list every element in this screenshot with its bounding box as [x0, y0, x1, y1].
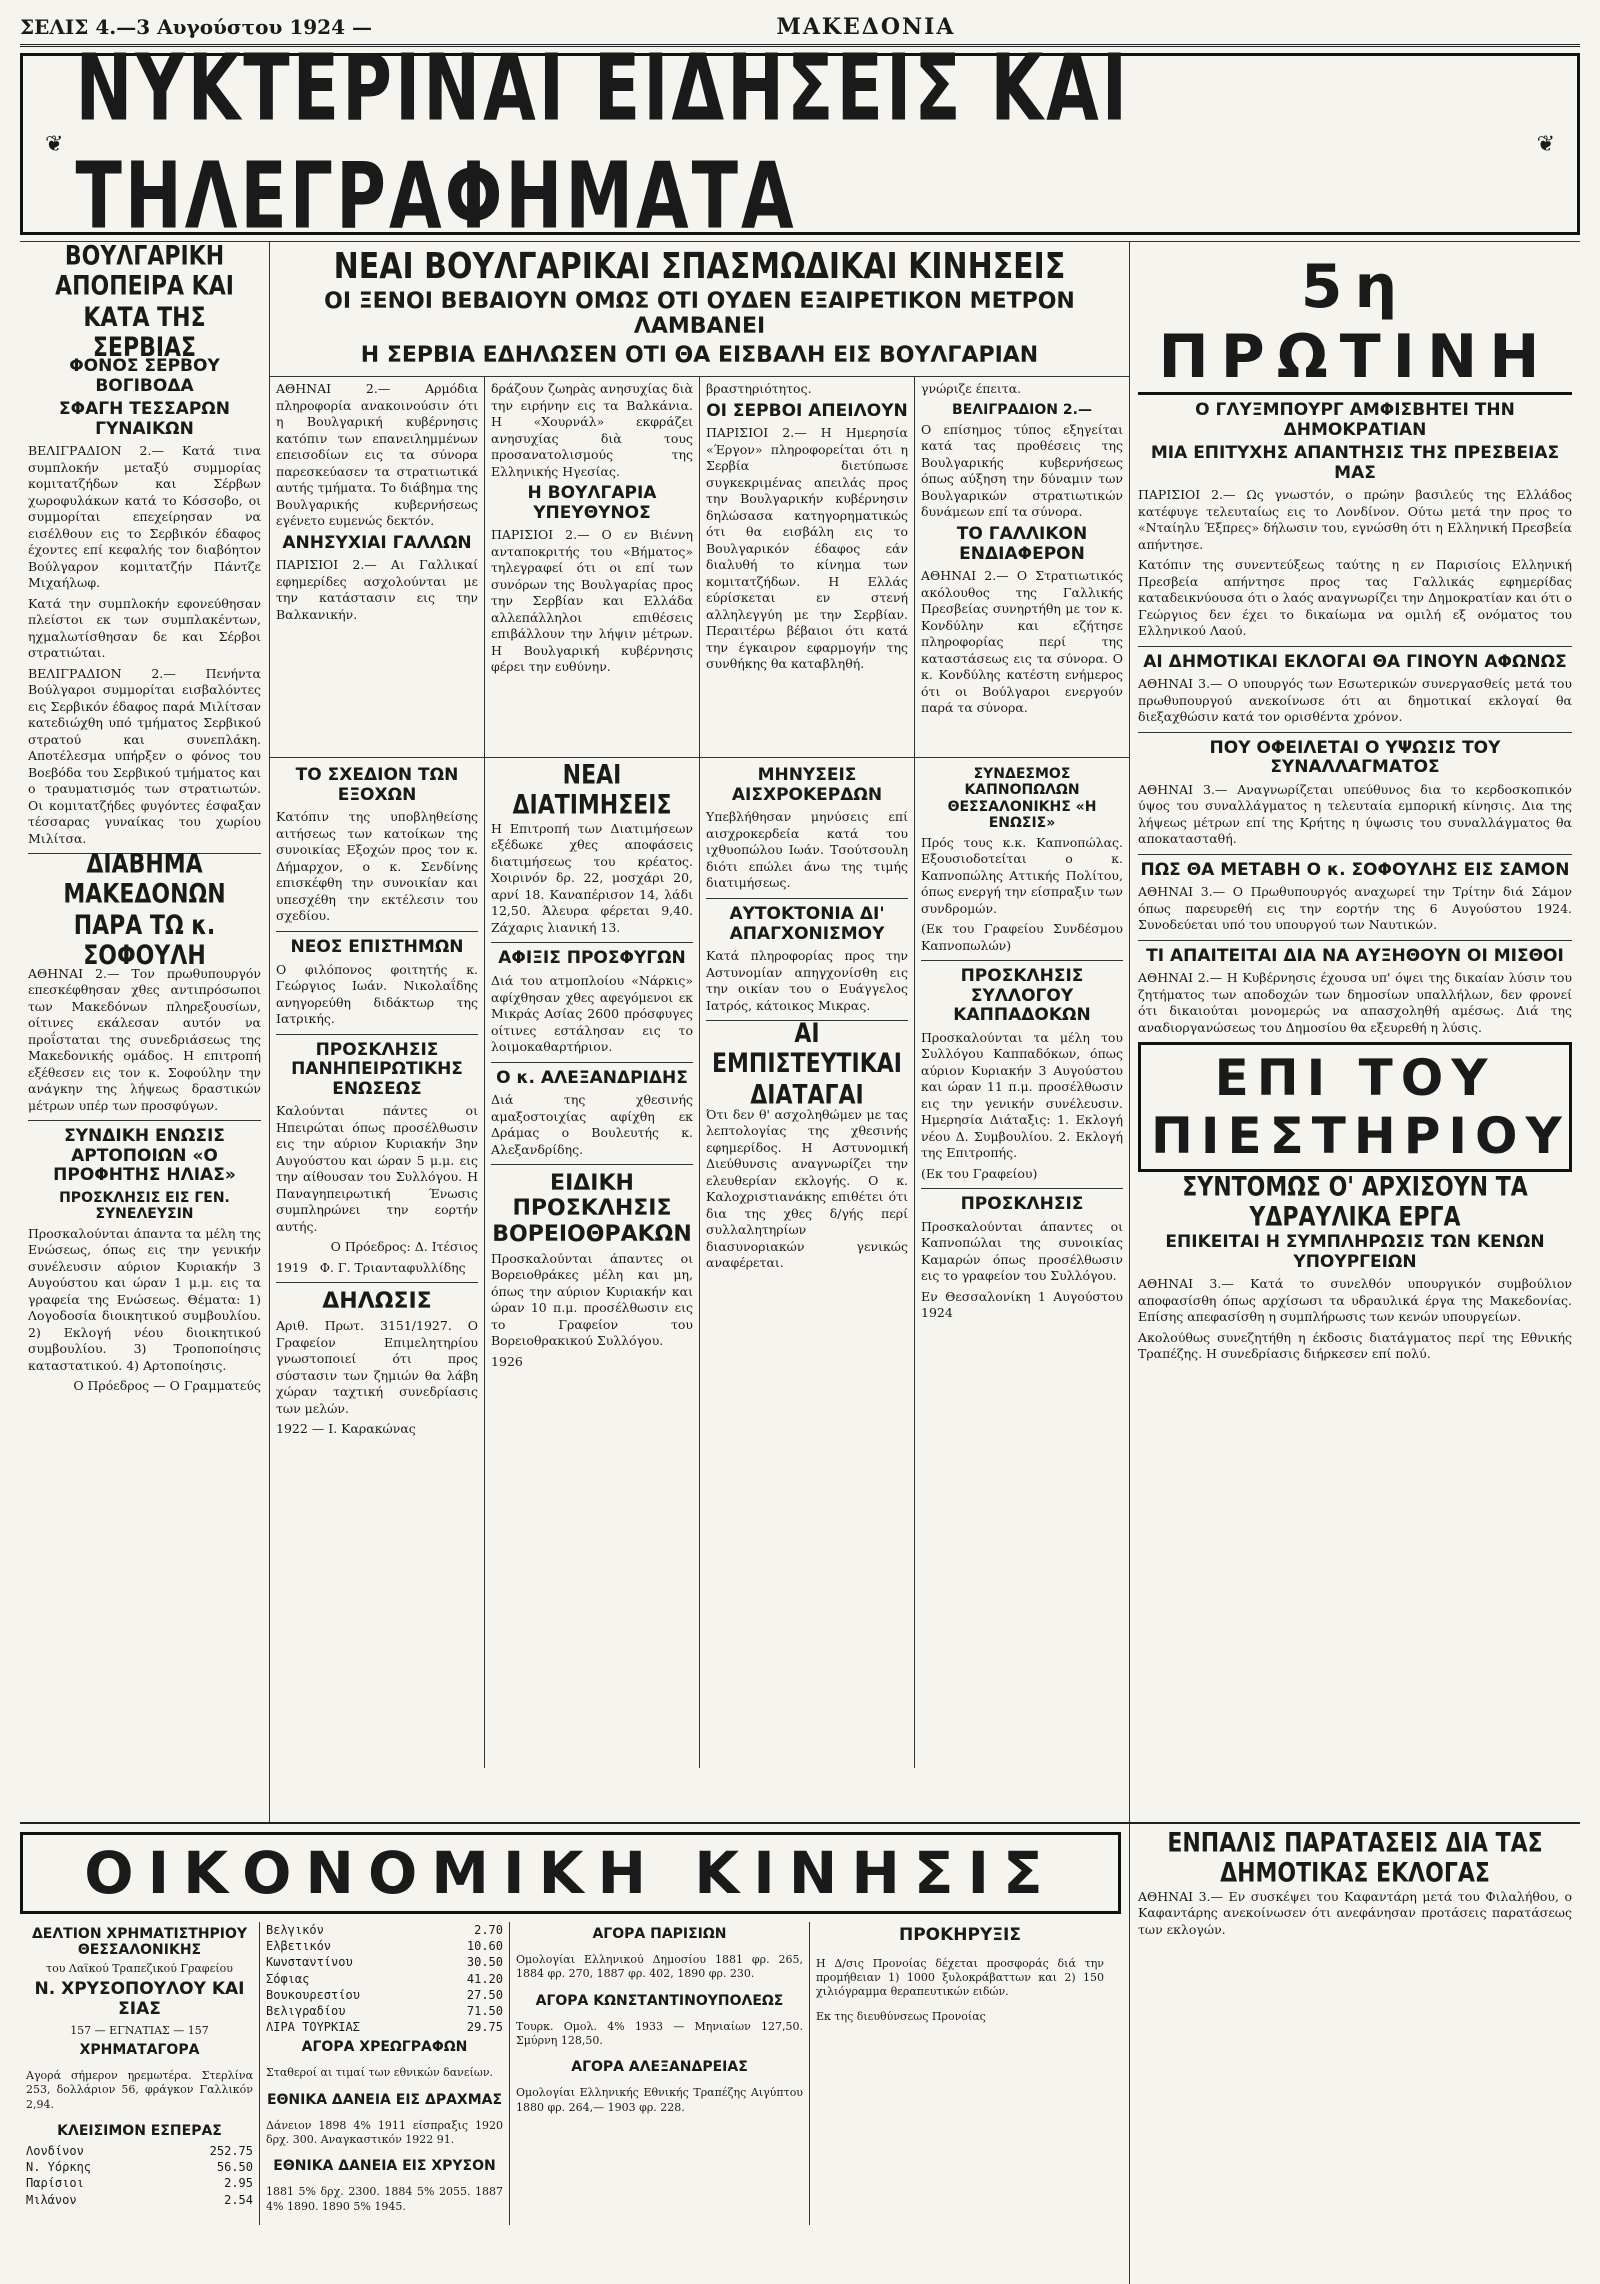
- article-headline: ΠΩΣ ΘΑ ΜΕΤΑΒΗ Ο κ. ΣΟΦΟΥΛΗΣ ΕΙΣ ΣΑΜΟΝ: [1140, 859, 1570, 880]
- article-text: ΑΘΗΝΑΙ 3.— Αναγνωρίζεται υπεύθυνος δια το κερδοσκοπικόν ύψος του συναλλάγματος η τελευταία εμπορική κίνησις. Δια της λήψεως μέτρων επί της Κρήτης η ύψωσις του συναλλάγματος θα αποκατασταθή.: [1138, 781, 1572, 847]
- article-headline: ΣΥΝΤΟΜΩΣ Ο' ΑΡΧΙΣΟΥΝ ΤΑ ΥΔΡΑΥΛΙΚΑ ΕΡΓΑ: [1182, 1173, 1528, 1234]
- article-text: Ότι δεν θ' ασχοληθώμεν με τας λεπτολογίας της χθεσινής εφημερίδος. Η Αστυνομική Διεύθυνσις αναγνωρίζει την ελευθερίαν εκλογής. Ο κ. Καλοχριστιανάκης επιθέτει ότι δια της χθες δ/γής περί συλλαλητηρίων διασυνοριακών γενικώς αναφέρεται.: [706, 1106, 908, 1271]
- article-headline: ΕΙΔΙΚΗ ΠΡΟΣΚΛΗΣΙΣ ΒΟΡΕΙΟΘΡΑΚΩΝ: [492, 1171, 692, 1247]
- rate-value: 30.50: [466, 1955, 503, 1970]
- signature: Ο Πρόεδρος — Ο Γραμματεύς: [73, 1378, 261, 1394]
- signature: (Εκ του Γραφείου): [921, 1165, 1038, 1181]
- article-headline: ΝΕΑΙ ΔΙΑΤΙΜΗΣΕΙΣ: [512, 761, 672, 822]
- article-headline: ΑΝΗΣΥΧΙΑΙ ΓΑΛΛΩΝ: [282, 532, 472, 553]
- signature: Ο Πρόεδρος: Δ. Ιτέσιος: [330, 1239, 478, 1255]
- section-heading: ΧΡΗΜΑΤΑΓΟΡΑ: [79, 2041, 200, 2058]
- econ-col-4: [810, 1922, 1110, 2225]
- article-text: Πρός τους κ.κ. Καπνοπώλας. Εξουσιοδοτείται ο κ. Καπνοπώλης Αττικής Πολίτου, όπως ενεργή την είσπραξιν των συνδρομών.: [921, 834, 1123, 916]
- left-column: [20, 242, 270, 1822]
- section-heading: ΠΡΟΚΗΡΥΞΙΣ: [899, 1925, 1021, 1945]
- article-subheadline: ΣΦΑΓΗ ΤΕΣΣΑΡΩΝ ΓΥΝΑΙΚΩΝ: [59, 399, 230, 439]
- center-col-1: [270, 377, 485, 757]
- rate-label: Βουκουρεστίου: [266, 1987, 360, 2002]
- signature: Εν Θεσσαλονίκη 1 Αυγούστου 1924: [921, 1288, 1123, 1321]
- rate-label: Ν. Υόρκης: [26, 2160, 92, 2175]
- article-headline: ΝΕΟΣ ΕΠΙΣΤΗΜΩΝ: [290, 936, 464, 957]
- article-subheadline: ΦΟΝΟΣ ΣΕΡΒΟΥ ΒΟΓΙΒΟΔΑ: [69, 356, 220, 396]
- fx-rates: [266, 1922, 503, 2035]
- rate-row: [26, 2192, 253, 2208]
- article-headline: ΠΡΟΣΚΛΗΣΙΣ: [960, 1194, 1084, 1215]
- rate-value: 252.75: [209, 2143, 253, 2158]
- article-headline: ΑΦΙΞΙΣ ΠΡΟΣΦΥΓΩΝ: [498, 948, 686, 969]
- article-text: Κατά την συμπλοκήν εφονεύθησαν πλείστοι εκ των συμπλακέντων, ηχμαλωτίσθησαν δε και Σέρβοι στρατιώται.: [28, 595, 261, 661]
- ornament-icon: ❦: [45, 131, 64, 157]
- economic-banner: ΟΙΚΟΝΟΜΙΚΗ ΚΙΝΗΣΙΣ: [20, 1832, 1121, 1914]
- right-column: [1130, 242, 1580, 1822]
- mid-col-3: [700, 758, 915, 1768]
- rate-row: [266, 1938, 503, 1954]
- rate-row: [26, 2159, 253, 2175]
- article-headline: ΒΕΛΙΓΡΑΔΙΟΝ 2.—: [952, 401, 1092, 418]
- article-text: Ομολογίαι Ελληνικής Εθνικής Τραπέζης Αιγύπτου 1880 φρ. 264,— 1903 φρ. 228.: [516, 2086, 803, 2114]
- rate-row: [26, 2175, 253, 2191]
- paper-name: ΜΑΚΕΔΟΝΙΑ: [776, 14, 956, 40]
- article-text: Προσκαλούνται άπαντες οι Βορειοθράκες μέλη και μη, όπως την αύριον Κυριακήν και ώραν 10 π.μ. προσέλθωσιν εις το Γραφείον του Βορειοθρακικού Συλλόγου.: [491, 1250, 693, 1349]
- article-text: Ομολογίαι Ελληνικού Δημοσίου 1881 φρ. 265, 1884 φρ. 270, 1887 φρ. 402, 1890 φρ. 230.: [516, 1953, 803, 1981]
- signature: [276, 1260, 478, 1277]
- section-heading: ΕΘΝΙΚΑ ΔΑΝΕΙΑ ΕΙΣ ΧΡΥΣΟΝ: [273, 2158, 496, 2175]
- ornament-icon: ❦: [1536, 131, 1555, 157]
- article-headline: Η ΒΟΥΛΓΑΡΙΑ ΥΠΕΥΘΥΝΟΣ: [527, 483, 657, 523]
- center-col-3: [700, 377, 915, 757]
- rate-value: 2.70: [474, 1923, 503, 1937]
- article-headline: ΑΥΤΟΚΤΟΝΙΑ ΔΙ' ΑΠΑΓΧΟΝΙΣΜΟΥ: [729, 903, 885, 944]
- bank-address: 157 — ΕΓΝΑΤΙΑΣ — 157: [70, 2023, 209, 2037]
- section-heading: ΚΛΕΙΣΙΜΟΝ ΕΣΠΕΡΑΣ: [57, 2122, 222, 2139]
- rate-label: Λονδίνον: [26, 2143, 84, 2158]
- bank-sub: του Λαϊκού Τραπεζικού Γραφείου: [46, 1962, 233, 1976]
- article-text: ΑΘΗΝΑΙ 3.— Κατά το συνελθόν υπουργικόν συμβούλιον αποφασίσθη όπως αρχίσωσι τα υδραυλικά έργα της Μακεδονίας. Επίσης απεφασίσθη η συμπλήρωσις των κενών υπουργείων.: [1138, 1276, 1572, 1325]
- right-bottom: [1130, 1824, 1580, 2284]
- article-text: ΠΑΡΙΣΙΟΙ 2.— Αι Γαλλικαί εφημερίδες ασχολούνται με την κατάστασιν εις την Βαλκανικήν.: [276, 557, 478, 622]
- rate-label: Σόφιας: [266, 1971, 310, 1986]
- article-text: ΒΕΛΙΓΡΑΔΙΟΝ 2.— Κατά τινα συμπλοκήν μεταξύ συμμορίας κομιτατζήδων και Σέρβων χωροφυλάκων κατά το Κόσσοβο, οι συμμορίται επεχείρησαν να εισέλθουν εις το Σερβικόν έδαφος έχοντες επί κεφαλής τον διαβόητον Βούλγαρον κομιτατζήν Πάντζε Μιχαήλωφ.: [28, 443, 261, 591]
- article-text: Ακολούθως συνεζητήθη η έκδοσις διατάγματος περί της Εθνικής Τραπέζης. Η συνεδρίασις διήρκεσεν επί πολύ.: [1138, 1329, 1572, 1362]
- article-text: Κατά πληροφορίας προς την Αστυνομίαν απηγχονίσθη εις την οικίαν του ο Ευάγγελος Ιατρός, κάτοικος Μικρας.: [706, 948, 908, 1013]
- mid-col-1: [270, 758, 485, 1768]
- article-text: Η Επιτροπή των Διατιμήσεων εξέδωκε χθες αποφάσεις διατιμήσεως του κρέατος. Χοιρινόν δρ. 22, μοσχάρι 20, αρνί 18. Καναπέρισον 14, λάδι 12,50. Άλευρα φέρεται 9,40. Ζάχαρις λιανική 13.: [491, 820, 693, 935]
- article-text: γνώριζε έπειτα.: [921, 381, 1022, 397]
- article-text: ΠΑΡΙΣΙΟΙ 2.— Η Ημερησία «Έργον» πληροφορείται ότι η Σερβία διετύπωσε συγκεκριμένας απειλάς προς την Βουλγαρικήν κυβέρνησιν δηλώσασα κατηγορηματικώς ότι θα εισβάλη εις το Βουλγαρικόν έδαφος εάν διαλυθή το κίνημα των κομιτατζήδων. Η Ελλάς εύρίσκεται εν στενή αλληλεγγύη με την Σερβίαν. Περαιτέρω βέβαιοι ότι κατά την έγκαιρον εφαρμογήν της συνθήκης θα καταβληθή.: [706, 425, 908, 672]
- article-text: Προσκαλούνται τα μέλη του Συλλόγου Καππαδόκων, όπως αύριον Κυριακήν 3 Αυγούστου και ώραν 11 π.μ. προσέλθωσιν εις την γενικήν συνέλευσιν. Ημερησία Διάταξις: 1. Εκλογή νέου Δ. Συμβουλίου. 2. Εκλογή της Επιτροπής.: [921, 1029, 1123, 1161]
- article-text: ΒΕΛΙΓΡΑΔΙΟΝ 2.— Πενήντα Βούλγαροι συμμορίται εισβαλόντες εις Σερβικόν έδαφος παρά Μιλίτσαν κατεδιώχθη υπό τμήματος Σερβικού στρατού και συνεπλάκη. Αποτέλεσμα υπήρξεν ο φόνος του Βοεβόδα του Σερβικού τμήματος και ο τραυματισμός των στρατιωτών. Οι κομιτατζήδες φυγόντες έσφαξαν τέσσαρας γυναίκας του χωρίου Μιλίτσα.: [28, 665, 261, 846]
- article-headline: Ο ΓΛΥΞΜΠΟΥΡΓ ΑΜΦΙΣΒΗΤΕΙ ΤΗΝ ΔΗΜΟΚΡΑΤΙΑΝ: [1195, 400, 1515, 440]
- rate-value: 41.20: [466, 1971, 503, 1986]
- year: 1926: [491, 1353, 523, 1369]
- article-text: ΑΘΗΝΑΙ 2.— Αρμόδια πληροφορία ανακοινούσιν ότι η Βουλγαρική κυβέρνησις κατόπιν των επανειλημμένων επεισοδίων εις τα σύνορα παρεσκεύασεν τα στρατιωτικά αυτής τμήματα. Το διάβημα της Βουλγαρικής κυβερνήσεως εγένετο ευμενώς δεκτόν.: [276, 381, 478, 529]
- rate-row: [266, 1922, 503, 1938]
- article-text: Δάνειον 1898 4% 1911 είσπραξις 1920 δρχ. 300. Αναγκαστικόν 1922 91.: [266, 2118, 503, 2147]
- section-heading: ΕΘΝΙΚΑ ΔΑΝΕΙΑ ΕΙΣ ΔΡΑΧΜΑΣ: [266, 2091, 503, 2108]
- econ-col-3: [510, 1922, 810, 2225]
- econ-col-2: [260, 1922, 510, 2225]
- article-headline: ΒΟΥΛΓΑΡΙΚΗ ΑΠΟΠΕΙΡΑ ΚΑΙ ΚΑΤΑ ΤΗΣ ΣΕΡΒΙΑΣ: [55, 242, 234, 363]
- article-headline: ΠΟΥ ΟΦΕΙΛΕΤΑΙ Ο ΥΨΩΣΙΣ ΤΟΥ ΣΥΝΑΛΛΑΓΜΑΤΟΣ: [1209, 737, 1501, 778]
- article-text: Υπεβλήθησαν μηνύσεις επί αισχροκερδεία κατά του ιχθυοπώλου Ιωάν. Τσούτσουλη διότι επώλει άνω της τιμής διατιμήσεως.: [706, 809, 908, 891]
- article-headline: ΔΗΛΩΣΙΣ: [322, 1289, 432, 1315]
- section-heading: ΑΓΟΡΑ ΑΛΕΞΑΝΔΡΕΙΑΣ: [571, 2059, 748, 2076]
- rate-value: 10.60: [466, 1939, 503, 1954]
- article-headline: ΠΡΟΣΚΛΗΣΙΣ ΣΥΛΛΟΓΟΥ ΚΑΠΠΑΔΟΚΩΝ: [953, 966, 1091, 1026]
- rate-value: 2.54: [224, 2192, 253, 2207]
- rate-row: [266, 2003, 503, 2019]
- article-text: ΠΑΡΙΣΙΟΙ 2.— Ως γνωστόν, ο πρώην βασιλεύς της Ελλάδος κατέφυγε τελευταίως εις το Λονδίνον. Ούτω μετά την προς το «Νταίηλυ Έξπρες» δήλωσιν του, εγνώσθη ότι η Ελληνική Πρεσβεία απήντησε.: [1138, 487, 1572, 552]
- article-headline: ΜΗΝΥΣΕΙΣ ΑΙΣΧΡΟΚΕΡΔΩΝ: [731, 765, 883, 805]
- rate-value: 56.50: [216, 2160, 253, 2175]
- article-text: Τουρκ. Ομολ. 4% 1933 — Μηνιαίων 127,50. Σμύρνη 128,50.: [516, 2019, 803, 2048]
- article-text: Ο επίσημος τύπος εξηγείται κατά τας προθέσεις της Βουλγαρικής κυβερνήσεως όπως αύξηση την δύναμιν των Βουλγαρικών στρατιωτικών δυνάμεων επί τα σύνορα.: [921, 421, 1123, 520]
- bank-heading: ΔΕΛΤΙΟΝ ΧΡΗΜΑΤΙΣΤΗΡΙΟΥ ΘΕΣΣΑΛΟΝΙΚΗΣ: [31, 1926, 248, 1959]
- signature: Εκ της διευθύνσεως Προνοίας: [816, 2010, 986, 2024]
- article-text: ΑΘΗΝΑΙ 3.— Ο υπουργός των Εσωτερικών συνεργασθείς μετά του πρωθυπουργού ανεκοίνωσε ότι αι δημοτικαί εκλογαί θα διεξαχθώσιν κατά τον ορισθέντα χρόνον.: [1138, 676, 1572, 725]
- article-headline: ΔΙΑΒΗΜΑ ΜΑΚΕΔΟΝΩΝ ΠΑΡΑ ΤΩ κ. ΣΟΦΟΥΛΗ: [63, 850, 226, 972]
- article-text: Η Δ/σις Προνοίας δέχεται προσφοράς διά την προμήθειαν 1) 1000 ξυλοκράβαττων και 2) 150 χιλιόγραμμα θεραπευτικών ειδών.: [816, 1956, 1104, 1999]
- rate-label: ΛΙΡΑ ΤΟΥΡΚΙΑΣ: [266, 2020, 360, 2035]
- edition-banner: 5η ΠΡΩΤΙΝΗ: [1138, 252, 1572, 395]
- article-headline: ΑΙ ΔΗΜΟΤΙΚΑΙ ΕΚΛΟΓΑΙ ΘΑ ΓΙΝΟΥΝ ΑΦΩΝΩΣ: [1143, 651, 1567, 672]
- section-heading: ΑΓΟΡΑ ΧΡΕΩΓΡΑΦΩΝ: [301, 2039, 468, 2056]
- article-text: δράζουν ζωηρὰς ανησυχίας διὰ την ειρήνην εις τα Βαλκάνια. Η «Χουρνάλ» εκφράζει ανησυχίας διὰ τους προσανατολισμούς της Ελληνικής Ηγεσίας.: [491, 381, 693, 479]
- year: 1919: [276, 1259, 308, 1275]
- night-news-banner: [20, 36, 1580, 251]
- signature: 1922 — Ι. Καρακώνας: [276, 1421, 416, 1437]
- banner-title: ΝΥΚΤΕΡΙΝΑΙ ΕΙΔΗΣΕΙΣ ΚΑΙ ΤΗΛΕΓΡΑΦΗΜΑΤΑ: [75, 36, 1131, 251]
- rate-row: [266, 2019, 503, 2035]
- article-headline: Ο κ. ΑΛΕΞΑΝΔΡΙΔΗΣ: [496, 1067, 688, 1088]
- article-text: Κατόπιν της συνεντεύξεως ταύτης η εν Παρισίοις Ελληνική Πρεσβεία απήντησε προς τας Γαλλικάς εφημερίδας καταδεικνύουσα ότι ο λαός αναγνωρίζει την Δημοκρατίαν και ότι ο Γεώργιος δεν έχει το δικαίωμα να ομιλή εξ ονόματος του Ελληνικού Λαού.: [1138, 557, 1572, 639]
- rate-row: [26, 2143, 253, 2159]
- article-headline: ΟΙ ΣΕΡΒΟΙ ΑΠΕΙΛΟΥΝ: [706, 400, 908, 421]
- press-banner: ΕΠΙ ΤΟΥ ΠΙΕΣΤΗΡΙΟΥ: [1138, 1042, 1572, 1172]
- article-headline: ΤΟ ΣΧΕΔΙΟΝ ΤΩΝ ΕΞΟΧΩΝ: [295, 765, 459, 805]
- economic-section: [20, 1824, 1130, 2284]
- main-subheadline: Η ΣΕΡΒΙΑ ΕΔΗΛΩΣΕΝ ΟΤΙ ΘΑ ΕΙΣΒΑΛΗ ΕΙΣ ΒΟΥΛΓΑΡΙΑΝ: [360, 343, 1039, 369]
- article-text: Αριθ. Πρωτ. 3151/1927. Ο Γραφείον Επιμελητηρίου γνωστοποιεί ότι προς σύστασιν των ζημιών θα λάβη χώραν ταχτική συνεδρίασις των μελών.: [276, 1318, 478, 1416]
- article-headline: ΑΙ ΕΜΠΙΣΤΕΥΤΙΚΑΙ ΔΙΑΤΑΓΑΙ: [712, 1019, 902, 1111]
- main-subheadline: ΟΙ ΞΕΝΟΙ ΒΕΒΑΙΟΥΝ ΟΜΩΣ ΟΤΙ ΟΥΔΕΝ ΕΞΑΙΡΕΤΙΚΟΝ ΜΕΤΡΟΝ ΛΑΜΒΑΝΕΙ: [324, 288, 1075, 339]
- article-text: ΠΑΡΙΣΙΟΙ 2.— Ο εν Βιέννη ανταποκριτής του «Βήματος» τηλεγραφεί ότι οι επί των συνόρων της Βουλγαρίας προς την Σερβίαν και Ελλάδα αλλεπάλληλοι επιθέσεις επιβάλλουν την λήψιν μέτρων. Η Βουλγαρική κυβέρνησις φέρει την ευθύνην.: [491, 527, 693, 675]
- article-headline: ΣΥΝΔΙΚΗ ΕΝΩΣΙΣ ΑΡΤΟΠΟΙΩΝ «Ο ΠΡΟΦΗΤΗΣ ΗΛΙΑΣ»: [53, 1126, 236, 1186]
- article-headline: ΤΙ ΑΠΑΙΤΕΙΤΑΙ ΔΙΑ ΝΑ ΑΥΞΗΘΟΥΝ ΟΙ ΜΙΣΘΟΙ: [1146, 945, 1564, 966]
- center-col-2: [485, 377, 700, 757]
- article-text: Διά του ατμοπλοίου «Νάρκις» αφίχθησαν χθες αφεγόμενοι εκ Μικράς Ασίας 2600 πρόσφυγες οίτινες εστάλησαν εις το λοιμοκαθαρτήριον.: [491, 973, 693, 1055]
- closing-rates: [26, 2143, 253, 2208]
- section-heading: ΑΓΟΡΑ ΚΩΝΣΤΑΝΤΙΝΟΥΠΟΛΕΩΣ: [535, 1992, 784, 2009]
- rate-row: [266, 1971, 503, 1987]
- rate-value: 2.95: [224, 2176, 253, 2191]
- mid-col-2: [485, 758, 700, 1768]
- article-text: Προσκαλούνται άπαντα τα μέλη της Ενώσεως, όπως εις την γενικήν συνέλευσιν αύριον Κυριακήν 3 Αυγούστου και ώραν 1 μ.μ. εις τα γραφεία της Ενώσεως. Θέματα: 1) Λογοδοσία διοικητικού συμβουλίου. 2) Εκλογή νέου διοικητικού συμβουλίου. 3) Τροποποίησις καταστατικού. 4) Αρτοποίησις.: [28, 1225, 261, 1373]
- bank-name: Ν. ΧΡΥΣΟΠΟΥΛΟΥ ΚΑΙ ΣΙΑΣ: [34, 1979, 245, 2020]
- article-text: Διά της χθεσινής αμαξοστοιχίας αφίχθη εκ Δράμας ο Βουλευτής κ. Αλεξανδρίδης.: [491, 1092, 693, 1157]
- article-text: Προσκαλούνται άπαντες οι Καπνοπώλαι της συνοικίας Καμαρών όπως προσέλθωσιν εις το γραφείον του Συλλόγου.: [921, 1218, 1123, 1284]
- rate-value: 29.75: [466, 2020, 503, 2035]
- rate-label: Ελβετικόν: [266, 1939, 332, 1954]
- center-col-4: [915, 377, 1129, 757]
- article-headline: ΜΙΑ ΕΠΙΤΥΧΗΣ ΑΠΑΝΤΗΣΙΣ ΤΗΣ ΠΡΕΣΒΕΙΑΣ ΜΑΣ: [1150, 443, 1560, 483]
- article-subheadline: ΠΡΟΣΚΛΗΣΙΣ ΕΙΣ ΓΕΝ. ΣΥΝΕΛΕΥΣΙΝ: [59, 1189, 230, 1222]
- rate-label: Κωνσταντίνου: [266, 1955, 353, 1970]
- article-text: Σταθεροί αι τιμαί των εθνικών δανείων.: [266, 2066, 494, 2080]
- article-text: 1881 5% δρχ. 2300. 1884 5% 2055. 1887 4% 1890. 1890 5% 1945.: [266, 2185, 503, 2213]
- article-text: ΑΘΗΝΑΙ 2.— Τον πρωθυπουργόν επεσκέφθησαν χθες αντιπρόσωποι των Μακεδόνων πληρεξουσίων, οίτινες εκάλεσαν αυτόν να προΐσταται της συνεδριάσεως της Μακεδονικής ομάδος. Η επιτροπή εξέθεσεν εις τον κ. Σοφούλην την ανάγκην της λήψεως δραστικών μέτρων υπέρ των προσφύγων.: [28, 965, 261, 1113]
- center-block: [270, 242, 1130, 1822]
- article-headline: ΠΡΟΣΚΛΗΣΙΣ ΠΑΝΗΠΕΙΡΩΤΙΚΗΣ ΕΝΩΣΕΩΣ: [291, 1039, 463, 1099]
- article-text: ΑΘΗΝΑΙ 2.— Ο Στρατιωτικός ακόλουθος της Γαλλικής Πρεσβείας συνηρτήθη με τον κ. Κονδύλην και εζήτησε πληροφορίας περί της καταστάσεως εις τα σύνορα. Ο κ. Κονδύλης κατέστη ενήμερος ότι οι Βούλγαροι ενεργούν παρά τα σύνορα.: [921, 568, 1123, 716]
- page-date: ΣΕΛΙΣ 4.—3 Αυγούστου 1924 —: [20, 15, 372, 39]
- article-text: βραστηριότητος.: [706, 381, 812, 397]
- rate-label: Βελγικόν: [266, 1923, 324, 1937]
- article-text: ΑΘΗΝΑΙ 2.— Η Κυβέρνησις έχουσα υπ' όψει της δικαίαν λύσιν του ζητήματος των αποδοχών των δημοσίων υπαλλήλων, δεν φρονεί ότι δικαιούται μονομερώς να απασχοληθή αμέσως. Διά της αναδιοργανώσεως του Δημοσίου θα εξευρεθή η λύσις.: [1138, 970, 1572, 1035]
- article-text: Καλούνται πάντες οι Ηπειρώται όπως προσέλθωσιν εις την αύριον Κυριακήν 3ην Αυγούστου και ώραν 5 μ.μ. εις την αίθουσαν του Συλλόγου. Η Παναγηπειρωτική Ένωσις συμπληρώνει την εορτήν αυτής.: [276, 1103, 478, 1234]
- rate-value: 71.50: [466, 2003, 503, 2018]
- econ-col-1: [20, 1922, 260, 2225]
- rate-label: Βελιγραδίου: [266, 2003, 346, 2018]
- rate-label: Παρίσιοι: [26, 2176, 84, 2191]
- article-text: Αγορά σήμερον ηρεμωτέρα. Στερλίνα 253, δολλάριον 56, φράγκον Γαλλικόν 2,94.: [26, 2068, 253, 2111]
- rate-label: Μιλάνον: [26, 2192, 77, 2207]
- article-headline: ΕΝΠΑΛΙΣ ΠΑΡΑΤΑΣΕΙΣ ΔΙΑ ΤΑΣ ΔΗΜΟΤΙΚΑΣ ΕΚΛΟΓΑΣ: [1167, 1828, 1543, 1890]
- article-text: Ο φιλόπονος φοιτητής κ. Γεώργιος Ιωάν. Νικολαΐδης ανηγορεύθη διδάκτωρ της Ιατρικής.: [276, 961, 478, 1027]
- rate-row: [266, 1954, 503, 1970]
- rate-value: 27.50: [466, 1987, 503, 2002]
- rate-row: [266, 1987, 503, 2003]
- article-text: ΑΘΗΝΑΙ 3.— Ο Πρωθυπουργός αναχωρεί την Τρίτην διά Σάμον όπως παρευρεθή εις την εορτήν της 6 Αυγούστου 1924. Συνοδεύεται υπό του υπουργού των Ναυτικών.: [1138, 884, 1572, 933]
- article-text: ΑΘΗΝΑΙ 3.— Εν συσκέψει του Καφαντάρη μετά του Φιλαλήθου, ο Καφαντάρης ανεκοίνωσεν ότι ανεφάνησαν προτάσεις παρατάσεως των εκλογών.: [1138, 1888, 1572, 1937]
- article-headline: ΤΟ ΓΑΛΛΙΚΟΝ ΕΝΔΙΑΦΕΡΟΝ: [956, 523, 1088, 564]
- main-headline: ΝΕΑΙ ΒΟΥΛΓΑΡΙΚΑΙ ΣΠΑΣΜΩΔΙΚΑΙ ΚΙΝΗΣΕΙΣ: [333, 245, 1066, 288]
- article-subheadline: ΕΠΙΚΕΙΤΑΙ Η ΣΥΜΠΛΗΡΩΣΙΣ ΤΩΝ ΚΕΝΩΝ ΥΠΟΥΡΓΕΙΩΝ: [1165, 1232, 1545, 1272]
- signature-name: Φ. Γ. Τριανταφυλλίδης: [319, 1259, 466, 1275]
- section-heading: ΑΓΟΡΑ ΠΑΡΙΣΙΩΝ: [592, 1926, 727, 1942]
- mid-col-4: [915, 758, 1129, 1768]
- signature: (Εκ του Γραφείου Συνδέσμου Καπνοπωλών): [921, 921, 1123, 953]
- article-headline: ΣΥΝΔΕΣΜΟΣ ΚΑΠΝΟΠΩΛΩΝ ΘΕΣΣΑΛΟΝΙΚΗΣ «Η ΕΝΩΣΙΣ»: [947, 766, 1097, 831]
- article-text: Κατόπιν της υποβληθείσης αιτήσεως των κατοίκων της συνοικίας Εξοχών προς τον κ. Δήμαρχον, ο κ. Σενδίνης επισκέφθη την συνοικίαν και υπεσχέθη την εκτέλεσιν του σχεδίου.: [276, 809, 478, 924]
